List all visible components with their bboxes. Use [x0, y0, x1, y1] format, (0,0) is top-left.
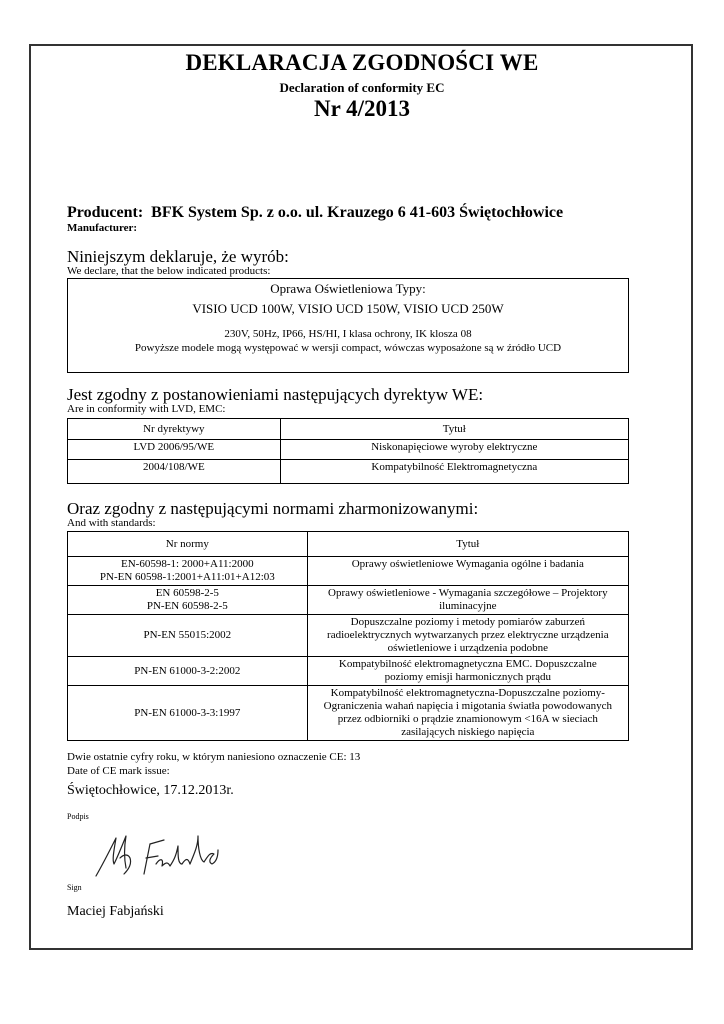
standards-heading-en: And with standards:	[67, 517, 156, 529]
table-cell: LVD 2006/95/WE	[68, 440, 281, 460]
table-cell: PN-EN 61000-3-2:2002	[68, 657, 308, 686]
document-title: DEKLARACJA ZGODNOŚCI WE	[185, 50, 539, 75]
product-note: Powyższe modele mogą występować w wersji compact, wówczas wyposażone są w źródło UCD	[134, 342, 562, 354]
signature-label-en: Sign	[67, 883, 82, 892]
table-row	[68, 657, 629, 686]
table-cell: Kompatybilność Elektromagnetyczna	[280, 460, 628, 484]
table-cell: Oprawy oświetleniowe Wymagania ogólne i badania	[307, 557, 628, 586]
product-models: VISIO UCD 100W, VISIO UCD 150W, VISIO UCD 250W	[192, 301, 504, 316]
table-row	[68, 460, 629, 484]
directives-heading: Jest zgodny z postanowieniami następujących dyrektyw WE:	[67, 385, 484, 404]
document-subtitle: Declaration of conformity EC	[279, 80, 445, 95]
standards-table	[67, 531, 629, 741]
products-heading: Niniejszym deklaruje, że wyrób:	[67, 247, 289, 266]
table-row	[68, 615, 629, 657]
producer-label-en: Manufacturer:	[67, 222, 138, 234]
table-cell: EN-60598-1: 2000+A11:2000 PN-EN 60598-1:2001+A11:01+A12:03	[68, 557, 308, 586]
table-cell: PN-EN 61000-3-3:1997	[68, 686, 308, 741]
table-cell: 2004/108/WE	[68, 460, 281, 484]
ce-mark-text: Dwie ostatnie cyfry roku, w którym naniesiono oznaczenie CE: 13	[67, 751, 361, 763]
table-header-row	[68, 419, 629, 440]
producer-line	[67, 204, 563, 222]
signatory-name: Maciej Fabjański	[67, 904, 164, 919]
product-type-line: Oprawa Oświetleniowa Typy:	[270, 281, 426, 296]
declaration-number: Nr 4/2013	[313, 96, 411, 121]
column-header: Nr normy	[68, 532, 308, 557]
column-header: Nr dyrektywy	[68, 419, 281, 440]
table-cell: Oprawy oświetleniowe - Wymagania szczegółowe – Projektory iluminacyjne	[307, 586, 628, 615]
table-cell: EN 60598-2-5 PN-EN 60598-2-5	[68, 586, 308, 615]
signature-label: Podpis	[67, 812, 89, 821]
product-specs: 230V, 50Hz, IP66, HS/HI, I klasa ochrony, IK klosza 08	[224, 328, 472, 340]
table-row	[68, 557, 629, 586]
place-date: Świętochłowice, 17.12.2013r.	[67, 783, 234, 798]
directives-heading-en: Are in conformity with LVD, EMC:	[67, 403, 226, 415]
table-header-row	[68, 532, 629, 557]
handwritten-signature	[90, 824, 230, 886]
ce-mark-text-en: Date of CE mark issue:	[67, 765, 170, 777]
table-cell: Dopuszczalne poziomy i metody pomiarów zaburzeń radioelektrycznych wytwarzanych przez elektryczne urządzenia oświetleniowe i urządzenia podobne	[307, 615, 628, 657]
table-row	[68, 440, 629, 460]
table-cell: PN-EN 55015:2002	[68, 615, 308, 657]
producer-value: BFK System Sp. z o.o. ul. Krauzego 6 41-603 Świętochłowice	[151, 204, 564, 221]
directives-table	[67, 418, 629, 484]
table-cell: Niskonapięciowe wyroby elektryczne	[280, 440, 628, 460]
producer-label: Producent:	[67, 204, 144, 221]
table-cell: Kompatybilność elektromagnetyczna EMC. Dopuszczalne poziomy emisji harmonicznych prądu	[307, 657, 628, 686]
products-box	[67, 278, 629, 373]
table-row	[68, 686, 629, 741]
document-frame	[29, 44, 693, 950]
column-header: Tytuł	[280, 419, 628, 440]
standards-heading: Oraz zgodny z następującymi normami zharmonizowanymi:	[67, 499, 479, 518]
table-cell: Kompatybilność elektromagnetyczna-Dopuszczalne poziomy- Ograniczenia wahań napięcia i migotania światła powodowanych przez odbiorniki o prądzie znamionowym <16A w sieciach zasilających niskiego napięcia	[307, 686, 628, 741]
products-heading-en: We declare, that the below indicated products:	[67, 265, 271, 277]
column-header: Tytuł	[307, 532, 628, 557]
table-row	[68, 586, 629, 615]
